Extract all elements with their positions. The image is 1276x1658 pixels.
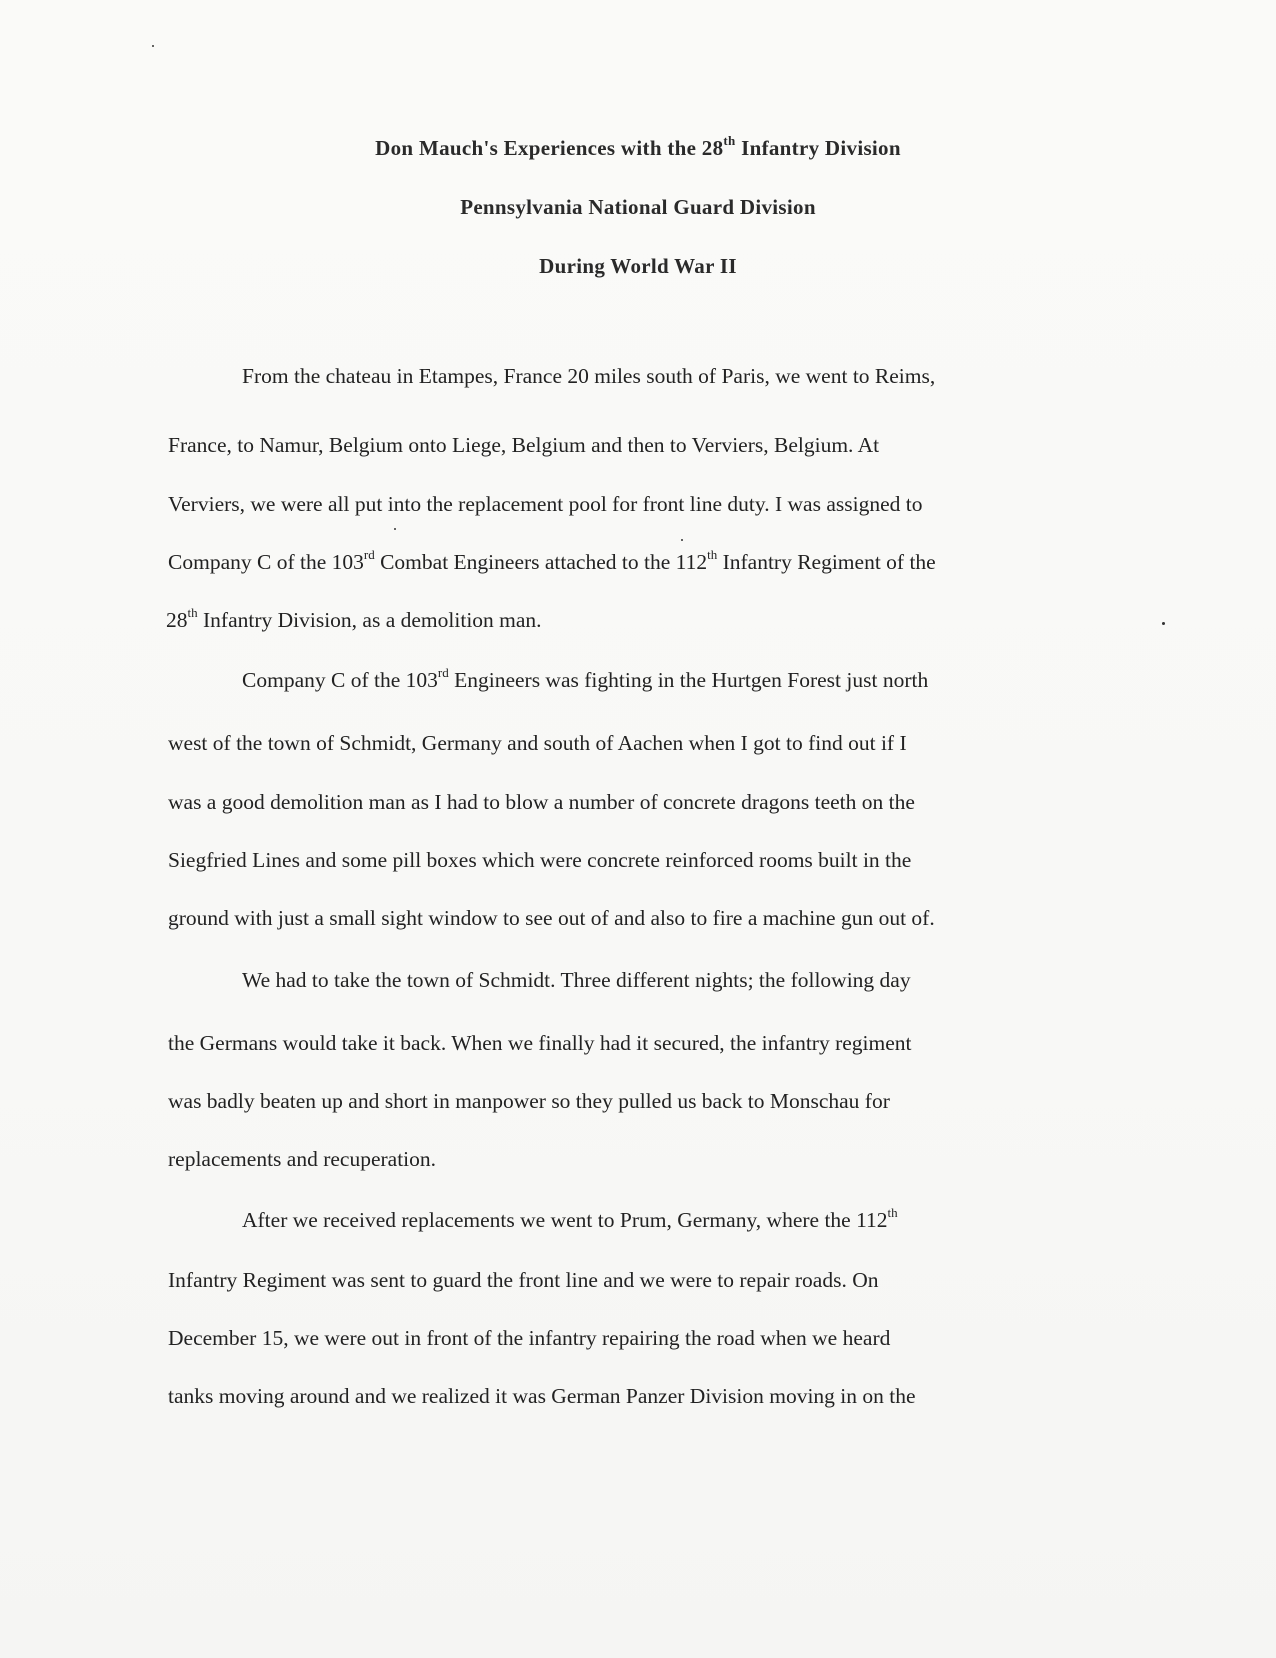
- paragraph-2-line-5: ground with just a small sight window to see out of and also to fire a machine gun out of.: [168, 906, 935, 930]
- title-text-end: Infantry Division: [735, 136, 901, 160]
- paragraph-3-line-4: replacements and recuperation.: [168, 1147, 437, 1171]
- paragraph-3-line-3: was badly beaten up and short in manpower so they pulled us back to Monschau for: [168, 1089, 890, 1113]
- line-text: Company C of the 103: [242, 668, 438, 692]
- line-text: Infantry Division, as a demolition man.: [197, 608, 542, 632]
- scan-speck: [152, 45, 154, 47]
- document-title: [0, 133, 1276, 161]
- superscript: th: [887, 1204, 898, 1220]
- superscript: th: [187, 604, 198, 620]
- scan-speck: [1162, 622, 1165, 625]
- superscript: rd: [363, 546, 375, 562]
- line-text: Company C of the 103: [168, 550, 364, 574]
- paragraph-2-line-4: Siegfried Lines and some pill boxes which were concrete reinforced rooms built in the: [168, 848, 912, 872]
- paragraph-2-line-3: was a good demolition man as I had to blow a number of concrete dragons teeth on the: [168, 790, 915, 814]
- paragraph-4-line-4: tanks moving around and we realized it was German Panzer Division moving in on the: [168, 1384, 916, 1408]
- document-subtitle: Pennsylvania National Guard Division: [460, 195, 816, 219]
- line-text: After we received replacements we went to Prum, Germany, where the 112: [242, 1208, 888, 1232]
- title-text: Don Mauch's Experiences with the 28: [375, 136, 724, 160]
- title-superscript: th: [723, 133, 736, 148]
- paragraph-1-line-5: [166, 604, 542, 633]
- scan-speck: [681, 539, 683, 541]
- paragraph-3-line-2: the Germans would take it back. When we finally had it secured, the infantry regiment: [168, 1031, 912, 1055]
- paragraph-2-line-2: west of the town of Schmidt, Germany and south of Aachen when I got to find out if I: [168, 731, 907, 755]
- paragraph-1-line-3: Verviers, we were all put into the replacement pool for front line duty. I was assigned to: [168, 492, 923, 516]
- paragraph-2-line-1: [242, 664, 929, 693]
- paragraph-1-line-1: From the chateau in Etampes, France 20 miles south of Paris, we went to Reims,: [242, 364, 936, 388]
- paragraph-1-line-4: [168, 546, 936, 575]
- scan-speck: [394, 528, 396, 530]
- paragraph-3-line-1: We had to take the town of Schmidt. Three different nights; the following day: [242, 968, 911, 992]
- line-text: Engineers was fighting in the Hurtgen Forest just north: [448, 668, 929, 692]
- superscript: rd: [437, 664, 449, 680]
- paragraph-4-line-3: December 15, we were out in front of the infantry repairing the road when we heard: [168, 1326, 891, 1350]
- paragraph-4-line-2: Infantry Regiment was sent to guard the front line and we were to repair roads. On: [168, 1268, 879, 1292]
- paragraph-4-line-1: [242, 1204, 898, 1233]
- document-subtitle-2: During World War II: [539, 254, 737, 278]
- line-text: Combat Engineers attached to the 112: [374, 550, 708, 574]
- line-text: 28: [166, 608, 188, 632]
- paragraph-1-line-2: France, to Namur, Belgium onto Liege, Belgium and then to Verviers, Belgium. At: [168, 433, 880, 457]
- superscript: th: [707, 546, 718, 562]
- line-text: Infantry Regiment of the: [717, 550, 936, 574]
